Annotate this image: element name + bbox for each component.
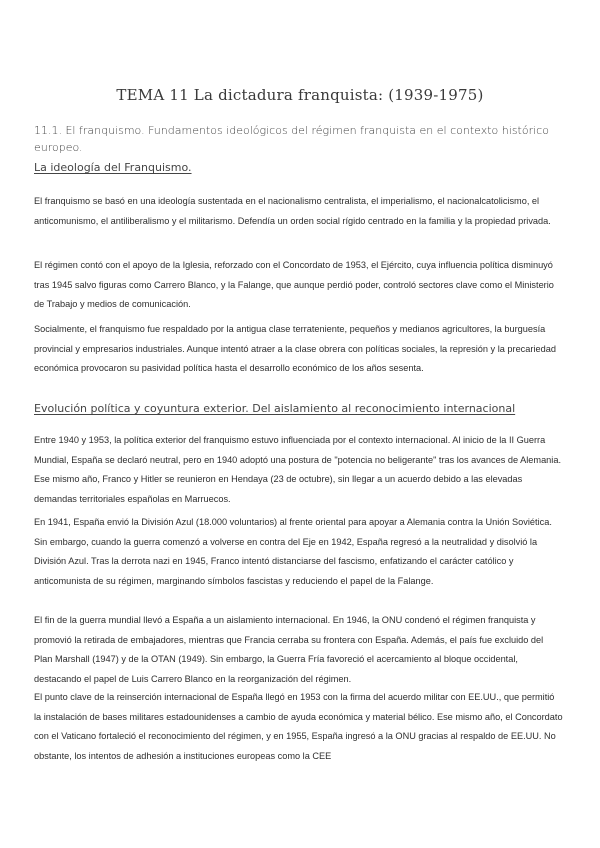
page-title: TEMA 11 La dictadura franquista: (1939-1975) — [116, 86, 484, 104]
paragraph-aislamiento: El fin de la guerra mundial llevó a España a un aislamiento internacional. En 1946, la ONU condenó el régimen franquista y promovió la retirada de embajadores, mientras que Francia cerraba su frontera con España. Además, el país fue excluido del Plan Marshall (1947) y de la OTAN (1949). Sin embargo, la Guerra Fría favoreció el acercamiento al bloque occidental, destacando el papel de Luis Carrero Blanco en la reorganización del régimen. — [34, 615, 544, 684]
paragraph-reinsercion: El punto clave de la reinserción internacional de España llegó en 1953 con la firma del acuerdo militar con EE.UU., que permitió la instalación de bases militares estadounidenses a cambio de ayuda económica y material bélico. Ese mismo año, el Concordato con el Vaticano fortaleció el reconocimiento del régimen, y en 1955, España ingresó a la ONU gracias al respaldo de EE.UU. No obstante, los intentos de adhesión a instituciones europeas como la CEE — [34, 692, 563, 761]
paragraph-apoyos: El régimen contó con el apoyo de la Iglesia, reforzado con el Concordato de 1953, el Ejército, cuya influencia política disminuyó tras 1945 salvo figuras como Carrero Blanco, y la Falange, que aunque perdió poder, controló sectores clave como el Ministerio de Trabajo y medios de comunicación. — [34, 260, 554, 309]
section-heading-evolucion: Evolución política y coyuntura exterior. Del aislamiento al reconocimiento internacional — [34, 402, 516, 415]
paragraph-politica-exterior: Entre 1940 y 1953, la política exterior del franquismo estuvo influenciada por el contexto internacional. Al inicio de la II Guerra Mundial, España se declaró neutral, pero en 1940 adoptó una postura de "potencia no beligerante" tras los avances de Alemania. Ese mismo año, Franco y Hitler se reunieron en Hendaya (23 de octubre), sin llegar a un acuerdo debido a las elevadas demandas territoriales españolas en Marruecos. — [34, 435, 561, 504]
section-subtitle: 11.1. El franquismo. Fundamentos ideológicos del régimen franquista en el contexto histórico europeo. — [34, 124, 549, 154]
paragraph-division-azul: En 1941, España envió la División Azul (18.000 voluntarios) al frente oriental para apoyar a Alemania contra la Unión Soviética. Sin embargo, cuando la guerra comenzó a volverse en contra del Eje en 1942, España regresó a la neutralidad y disolvió la División Azul. Tras la derrota nazi en 1945, Franco intentó distanciarse del fascismo, enfatizando el carácter católico y anticomunista de su régimen, marginando símbolos fascistas y reduciendo el papel de la Falange. — [34, 517, 552, 586]
section-heading-ideologia: La ideología del Franquismo. — [34, 161, 192, 174]
paragraph-ideologia: El franquismo se basó en una ideología sustentada en el nacionalismo centralista, el imperialismo, el nacionalcatolicismo, el anticomunismo, el antiliberalismo y el militarismo. Defendía un orden social rígido centrado en la familia y la propiedad privada. — [34, 196, 551, 226]
paragraph-social: Socialmente, el franquismo fue respaldado por la antigua clase terrateniente, pequeños y medianos agricultores, la burguesía provincial y empresarios industriales. Aunque intentó atraer a la clase obrera con políticas sociales, la represión y la precariedad económica provocaron su pasividad política hasta el desarrollo económico de los años sesenta. — [34, 324, 556, 373]
